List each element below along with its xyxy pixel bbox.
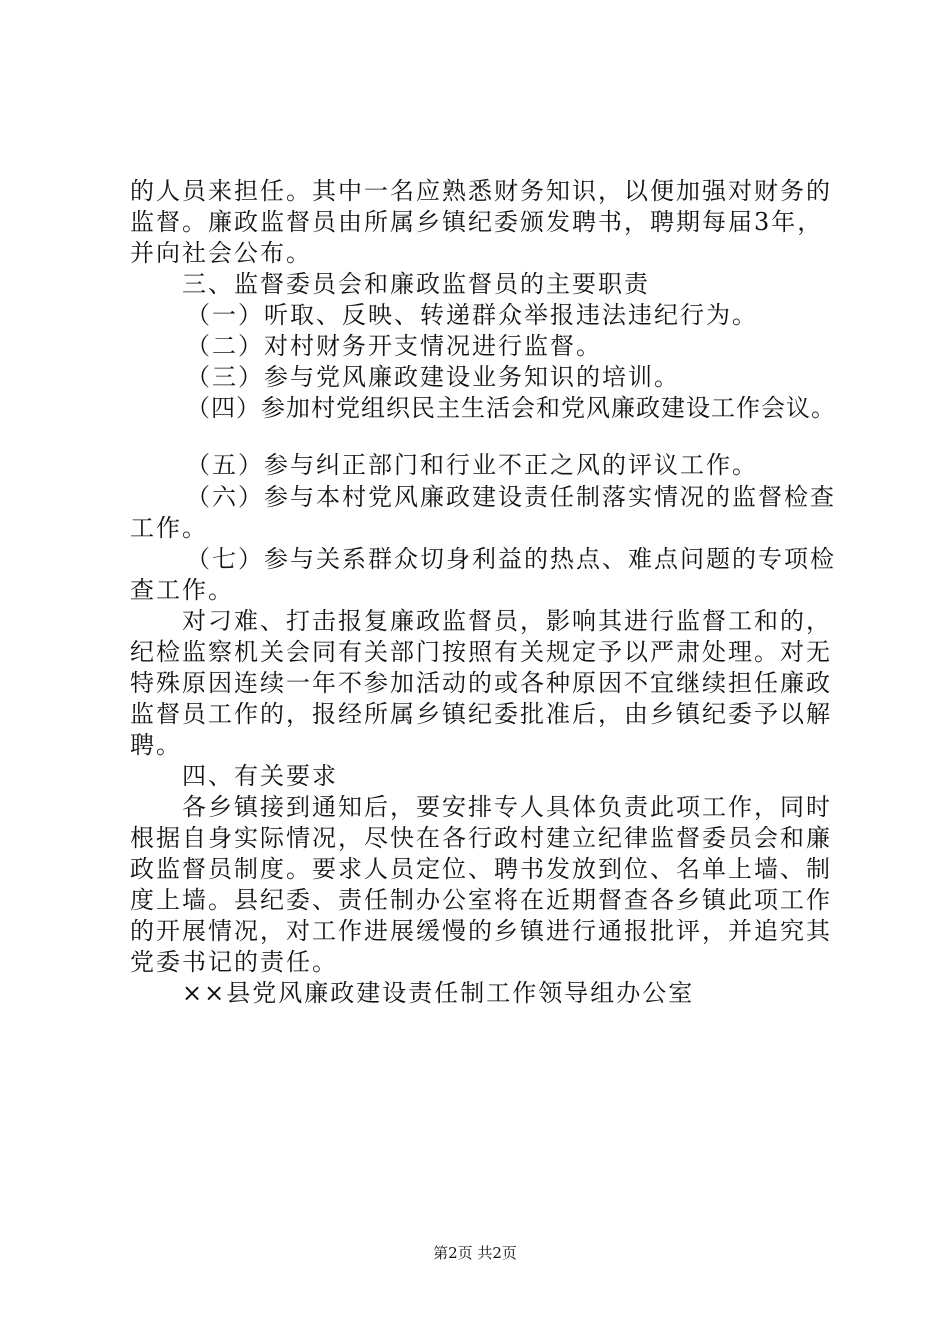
- section-heading: 四、有关要求: [182, 762, 338, 790]
- body-line: 各乡镇接到通知后，要安排专人具体负责此项工作，同时: [182, 793, 832, 821]
- list-item: （一）听取、反映、转递群众举报违法违纪行为。: [186, 301, 758, 329]
- body-line: 特殊原因连续一年不参加活动的或各种原因不宜继续担任廉政: [130, 669, 832, 697]
- list-item: （二）对村财务开支情况进行监督。: [186, 332, 602, 360]
- page-number-footer: 第2页 共2页: [433, 1244, 517, 1262]
- body-line: 根据自身实际情况，尽快在各行政村建立纪律监督委员会和廉: [130, 824, 832, 852]
- list-item: （七）参与关系群众切身利益的热点、难点问题的专项检: [186, 545, 836, 573]
- body-line: 的开展情况，对工作进展缓慢的乡镇进行通报批评，并追究其: [130, 917, 832, 945]
- body-line: 政监督员制度。要求人员定位、聘书发放到位、名单上墙、制: [130, 855, 832, 883]
- body-line: 纪检监察机关会同有关部门按照有关规定予以严肃处理。对无: [130, 638, 832, 666]
- body-line: 的人员来担任。其中一名应熟悉财务知识，以便加强对财务的: [130, 177, 832, 205]
- body-line: 并向社会公布。: [130, 239, 312, 267]
- signature-line: ××县党风廉政建设责任制工作领导组办公室: [182, 979, 695, 1007]
- body-line: 对刁难、打击报复廉政监督员，影响其进行监督工和的，: [182, 607, 832, 635]
- body-line: 查工作。: [130, 576, 234, 604]
- list-item: （三）参与党风廉政建设业务知识的培训。: [186, 363, 680, 391]
- body-line: 监督。廉政监督员由所属乡镇纪委颁发聘书，聘期每届3年，: [130, 208, 824, 236]
- body-line: 聘。: [130, 731, 182, 759]
- section-heading: 三、监督委员会和廉政监督员的主要职责: [182, 270, 650, 298]
- list-item: （四）参加村党组织民主生活会和党风廉政建设工作会议。: [186, 394, 836, 422]
- body-line: 监督员工作的，报经所属乡镇纪委批准后，由乡镇纪委予以解: [130, 700, 832, 728]
- list-item: （五）参与纠正部门和行业不正之风的评议工作。: [186, 451, 758, 479]
- body-line: 度上墙。县纪委、责任制办公室将在近期督查各乡镇此项工作: [130, 886, 832, 914]
- body-line: 党委书记的责任。: [130, 948, 338, 976]
- body-line: 工作。: [130, 514, 208, 542]
- list-item: （六）参与本村党风廉政建设责任制落实情况的监督检查: [186, 483, 836, 511]
